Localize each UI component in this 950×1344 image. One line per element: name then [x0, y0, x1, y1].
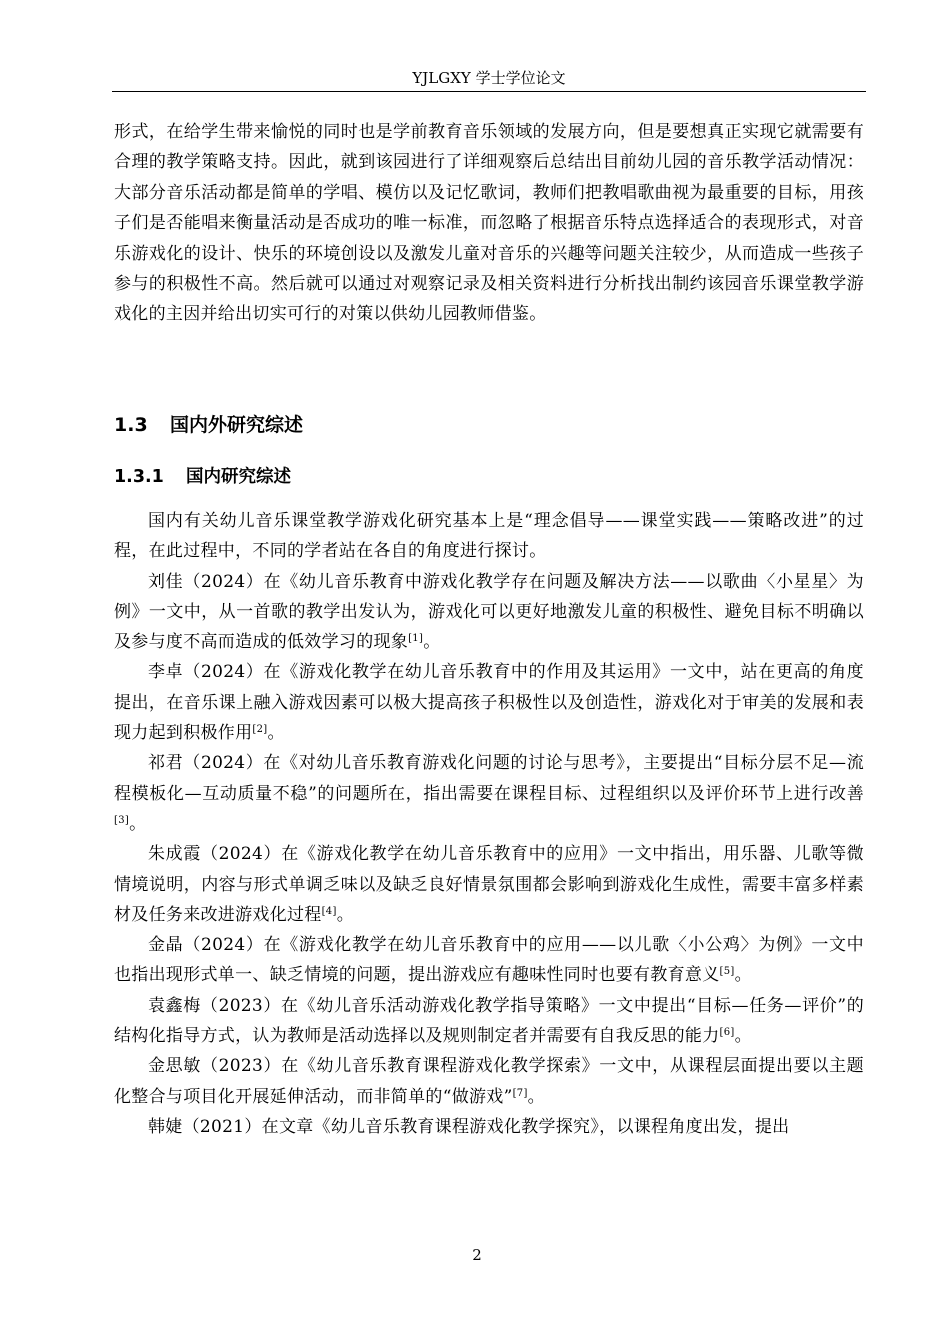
page-footer: [0, 1246, 950, 1264]
header-divider: [112, 91, 866, 92]
citation-ref: [3]: [114, 814, 130, 826]
page-header: [112, 68, 866, 88]
section-number: 1.3: [114, 414, 148, 436]
citation-ref: [7]: [512, 1087, 528, 1099]
body-paragraph: 朱成霞（2024）在《游戏化教学在幼儿音乐教育中的应用》一文中指出，用乐器、儿歌等微情境说明，内容与形式单调乏味以及缺乏良好情景氛围都会影响到游戏化生成性，需要丰富多样素材及任务来改进游戏化过程[4]。: [114, 844, 864, 925]
review-body: [114, 506, 864, 1142]
intro-block: [114, 117, 864, 330]
body-paragraph: 刘佳（2024）在《幼儿音乐教育中游戏化教学存在问题及解决方法——以歌曲〈小星星〉为例》一文中，从一首歌的教学出发认为，游戏化可以更好地激发儿童的积极性、避免目标不明确以及参与度不高而造成的低效学习的现象[1]。: [114, 571, 864, 653]
body-paragraph: 祁君（2024）在《对幼儿音乐教育游戏化问题的讨论与思考》，主要提出“目标分层不足—流程模板化—互动质量不稳”的问题所在，指出需要在课程目标、过程组织以及评价环节上进行改善[3]。: [114, 753, 864, 834]
citation-ref: [5]: [719, 966, 735, 978]
citation-ref: [2]: [252, 724, 268, 736]
body-paragraph: 袁鑫梅（2023）在《幼儿音乐活动游戏化教学指导策略》一文中提出“目标—任务—评价”的结构化指导方式，认为教师是活动选择以及规则制定者并需要有自我反思的能力[6]。: [114, 995, 864, 1047]
body-paragraph: 李卓（2024）在《游戏化教学在幼儿音乐教育中的作用及其运用》一文中，站在更高的角度提出，在音乐课上融入游戏因素可以极大提高孩子积极性以及创造性，游戏化对于审美的发展和表现力起到积极作用[2]。: [114, 662, 864, 744]
section-title: 国内外研究综述: [170, 414, 304, 436]
body-paragraph: 金晶（2024）在《游戏化教学在幼儿音乐教育中的应用——以儿歌〈小公鸡〉为例》一文中也指出现形式单一、缺乏情境的问题，提出游戏应有趣味性同时也要有教育意义[5]。: [114, 935, 864, 986]
subsection-title: 国内研究综述: [186, 467, 291, 487]
body-paragraph: 金思敏（2023）在《幼儿音乐教育课程游戏化教学探索》一文中，从课程层面提出要以主题化整合与项目化开展延伸活动，而非简单的“做游戏”[7]。: [114, 1056, 864, 1107]
subsection-number: 1.3.1: [114, 467, 164, 487]
citation-ref: [4]: [321, 905, 337, 917]
subsection-heading: [114, 465, 291, 489]
header-title: YJLGXY 学士学位论文: [412, 69, 566, 87]
citation-ref: [6]: [719, 1027, 735, 1039]
citation-ref: [1]: [408, 633, 424, 645]
body-paragraph: 国内有关幼儿音乐课堂教学游戏化研究基本上是“理念倡导——课堂实践——策略改进”的过程，在此过程中，不同的学者站在各自的角度进行探讨。: [114, 511, 864, 562]
body-paragraph: 韩婕（2021）在文章《幼儿音乐教育课程游戏化教学探究》，以课程角度出发，提出: [148, 1116, 790, 1137]
section-heading: [114, 412, 303, 438]
intro-paragraph: 形式，在给学生带来愉悦的同时也是学前教育音乐领域的发展方向，但是要想真正实现它就需要有合理的教学策略支持。因此，就到该园进行了详细观察后总结出目前幼儿园的音乐教学活动情况：大部分音乐活动都是简单的学唱、模仿以及记忆歌词，教师们把教唱歌曲视为最重要的目标，用孩子们是否能唱来衡量活动是否成功的唯一标准，而忽略了根据音乐特点选择适合的表现形式，对音乐游戏化的设计、快乐的环境创设以及激发儿童对音乐的兴趣等问题关注较少，从而造成一些孩子参与的积极性不高。然后就可以通过对观察记录及相关资料进行分析找出制约该园音乐课堂教学游戏化的主因并给出切实可行的对策以供幼儿园教师借鉴。: [114, 122, 864, 325]
page-number: 2: [472, 1246, 482, 1264]
